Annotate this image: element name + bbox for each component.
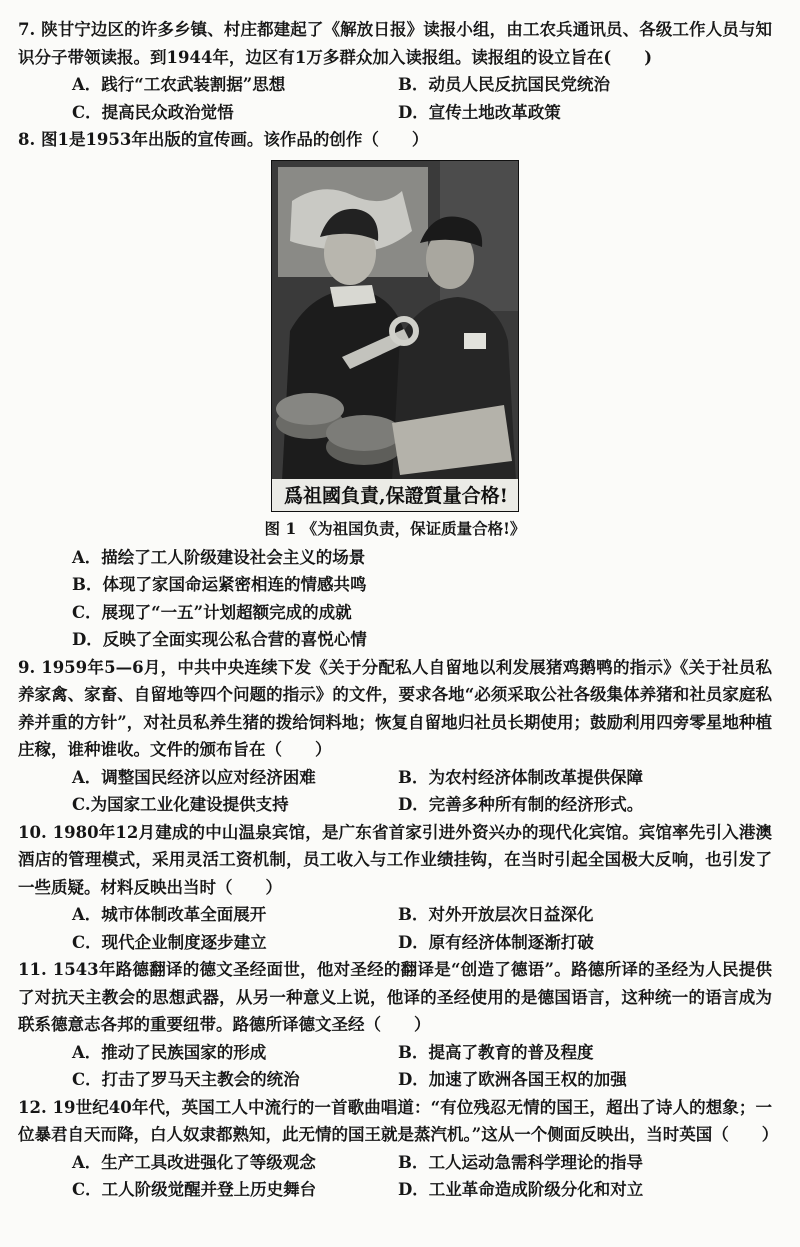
option-11b[interactable]: B．提高了教育的普及程度 — [398, 1042, 594, 1062]
option-8c[interactable]: C．展现了“一五”计划超额完成的成就 — [72, 602, 352, 622]
option-9a[interactable]: A．调整国民经济以应对经济困难 — [72, 767, 316, 787]
question-9-stem: 9. 1959年5—6月，中共中央连续下发《关于分配私人自留地以利发展猪鸡鹅鸭的指示》《关于社员私养家禽、家畜、自留地等四个问题的指示》的文件，要求各地“必须采取公社各级集体养猪和社员家庭私养并重的方针”，对社员私养生猪的拨给饲料地；恢复自留地归社员长期使用；鼓励利用四旁零星地种植庄稼，谁种谁收。文件的颁布旨在（ ） — [18, 657, 772, 759]
figure-caption: 图 1 《为祖国负责，保证质量合格!》 — [264, 518, 526, 538]
option-11d[interactable]: D．加速了欧洲各国王权的加强 — [398, 1070, 627, 1089]
option-12c[interactable]: C．工人阶级觉醒并登上历史舞台 — [72, 1180, 317, 1199]
question-8-stem: 8. 图1是1953年出版的宣传画。该作品的创作（ ） — [18, 130, 429, 149]
question-7-options — [18, 71, 772, 126]
option-11a[interactable]: A．推动了民族国家的形成 — [72, 1042, 267, 1062]
option-10c[interactable]: C．现代企业制度逐步建立 — [72, 932, 267, 952]
option-12d[interactable]: D．工业革命造成阶级分化和对立 — [398, 1180, 644, 1199]
option-7b[interactable]: B．动员人民反抗国民党统治 — [398, 75, 610, 94]
option-8a[interactable]: A．描绘了工人阶级建设社会主义的场景 — [72, 547, 366, 567]
option-7c[interactable]: C．提高民众政治觉悟 — [72, 102, 234, 122]
option-11c[interactable]: C．打击了罗马天主教会的统治 — [72, 1070, 300, 1089]
option-7d[interactable]: D．宣传土地改革政策 — [398, 102, 561, 122]
option-12a[interactable]: A．生产工具改进强化了等级观念 — [72, 1152, 316, 1172]
question-11-stem: 11. 1543年路德翻译的德文圣经面世，他对圣经的翻译是“创造了德语”。路德所译的圣经为人民提供了对抗天主教会的思想武器，从另一种意义上说，他译的圣经使用的是德国语言，这种统一的语言成为联系德意志各邦的重要纽带。路德所译德文圣经（ ） — [18, 960, 772, 1034]
question-8-options — [18, 544, 772, 654]
question-10-stem: 10. 1980年12月建成的中山温泉宾馆，是广东省首家引进外资兴办的现代化宾馆。宾馆率先引入港澳酒店的管理模式，采用灵活工资机制，员工收入与工作业绩挂钩，在当时引起全国极大反响，也引发了一些质疑。材料反映出当时（ ） — [18, 822, 772, 897]
question-12-stem: 12. 19世纪40年代，英国工人中流行的一首歌曲唱道：“有位残忍无情的国王，超出了诗人的想象；一位暴君自天而降，白人奴隶都熟知，此无情的国王就是蒸汽机。”这从一个侧面反映出，当时英国（ ） — [18, 1097, 779, 1144]
propaganda-poster-image — [271, 160, 519, 512]
question-9-options — [18, 764, 772, 819]
option-7a[interactable]: A．践行“工农武装割据”思想 — [72, 75, 286, 94]
figure-1 — [18, 160, 772, 542]
option-8b[interactable]: B．体现了家国命运紧密相连的情感共鸣 — [72, 575, 367, 594]
question-12-options — [18, 1149, 772, 1204]
question-10-options — [18, 901, 772, 956]
option-10d[interactable]: D．原有经济体制逐渐打破 — [398, 932, 594, 952]
option-8d[interactable]: D．反映了全面实现公私合营的喜悦心情 — [72, 630, 367, 649]
question-11-options — [18, 1039, 772, 1094]
option-9b[interactable]: B．为农村经济体制改革提供保障 — [398, 767, 643, 787]
option-10b[interactable]: B．对外开放层次日益深化 — [398, 905, 594, 924]
option-10a[interactable]: A．城市体制改革全面展开 — [72, 905, 267, 924]
question-7-stem: 7. 陕甘宁边区的许多乡镇、村庄都建起了《解放日报》读报小组，由工农兵通讯员、各级工作人员与知识分子带领读报。到1944年，边区有1万多群众加入读报组。读报组的设立旨在( ) — [18, 20, 772, 67]
poster-slogan: 爲祖國負責,保證質量合格! — [272, 479, 519, 511]
option-9c[interactable]: C.为国家工业化建设提供支持 — [72, 795, 289, 814]
option-9d[interactable]: D．完善多种所有制的经济形式。 — [398, 795, 644, 814]
option-12b[interactable]: B．工人运动急需科学理论的指导 — [398, 1152, 643, 1172]
